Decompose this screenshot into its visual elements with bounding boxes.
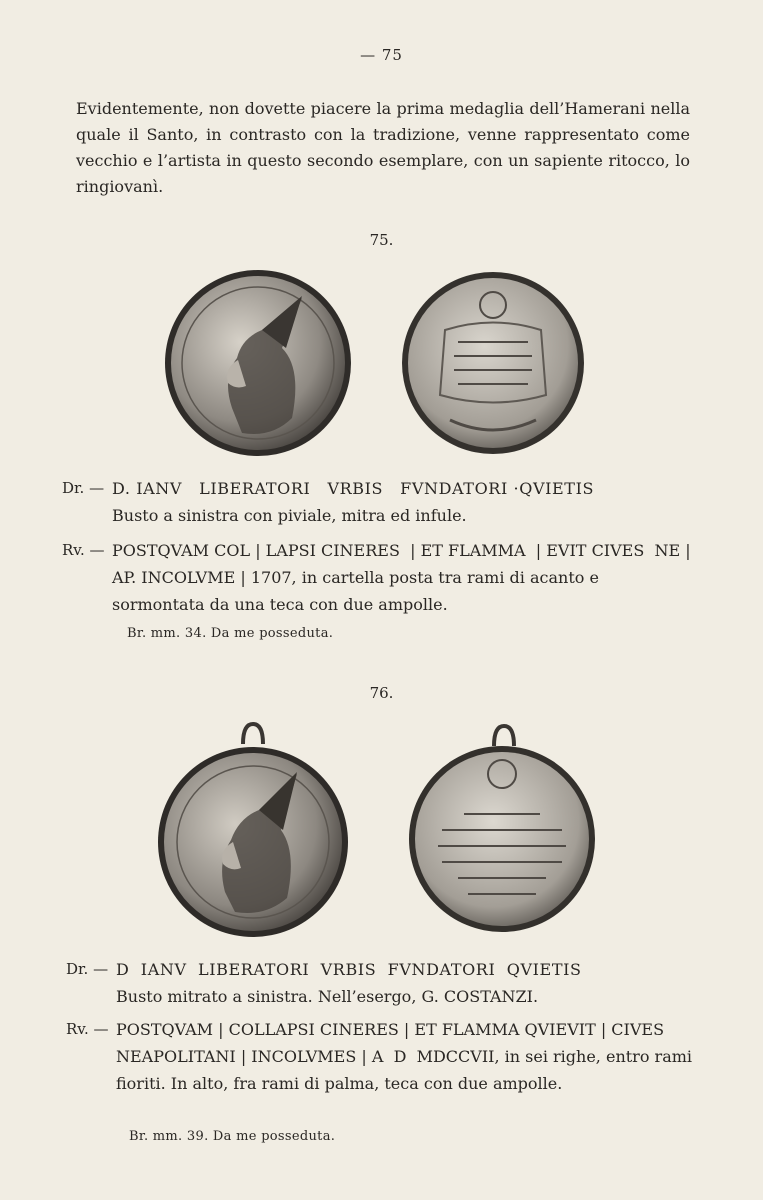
medal-75-reverse-image (400, 270, 586, 456)
obverse-prefix: Dr. — (62, 479, 105, 497)
medal-76-obverse (66, 956, 702, 1010)
reverse-text: POSTQVAM | COLLAPSI CINERES | ET FLAMMA QVIEVIT | CIVES NEAPOLITANI | INCOLVMES | A D MDCCVII, in sei righe, entro rami fioriti. In alto, fra rami di palma, teca con due ampolle. (116, 1020, 698, 1093)
medal-75-obverse-image (162, 268, 354, 458)
medal-76-note: Br. mm. 39. Da me posseduta. (129, 1129, 336, 1144)
intro-paragraph: Evidentemente, non dovette piacere la prima medaglia dell’Hamerani nella quale il Santo, in contrasto con la tradizione, venne rappresentato come vecchio e l’artista in questo secondo esemplare, con un sapiente ritocco, lo ringiovanì. (76, 99, 690, 196)
medal-76-reverse-image (402, 724, 602, 934)
obverse-prefix: Dr. — (66, 960, 109, 978)
medal-75-obverse (62, 475, 702, 529)
medal-76-obverse-image (155, 722, 351, 938)
obverse-legend: D. IANV LIBERATORI VRBIS FVNDATORI ·QVIETIS (112, 479, 595, 498)
medal-75-note: Br. mm. 34. Da me posseduta. (127, 626, 334, 641)
medal-76-reverse (66, 1016, 696, 1097)
page-number: — 75 (360, 46, 403, 64)
obverse-description: Busto mitrato a sinistra. Nell’esergo, G. COSTANZI. (116, 987, 539, 1006)
obverse-description: Busto a sinistra con piviale, mitra ed infule. (112, 506, 467, 525)
reverse-text: POSTQVAM COL | LAPSI CINERES | ET FLAMMA | EVIT CIVES NE | AP. INCOLVME | 1707, in cartella posta tra rami di acanto e sormontata da una teca con due ampolle. (112, 541, 696, 614)
reverse-prefix: Rv. — (62, 541, 105, 559)
reverse-prefix: Rv. — (66, 1020, 109, 1038)
plate-number-76: 76. (369, 684, 394, 702)
plate-number-75: 75. (369, 231, 394, 249)
medal-75-reverse (62, 537, 694, 618)
obverse-legend: D IANV LIBERATORI VRBIS FVNDATORI QVIETIS (116, 960, 582, 979)
